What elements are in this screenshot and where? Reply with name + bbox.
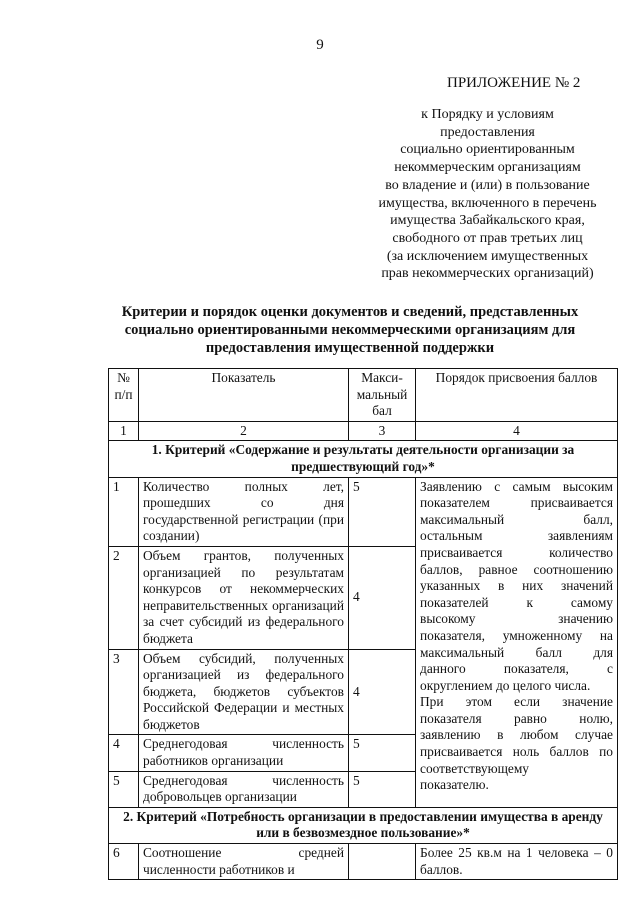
section-1-title: 1. Критерий «Содержание и результаты деятельности организации за предшествующий год»* [109,441,618,477]
appendix-subtitle [350,106,625,283]
subtitle-line: имущества Забайкальского края, [390,213,585,229]
procedure-line: данного показателя, с [420,661,613,677]
procedure-line: максимальный балл, [420,511,613,527]
subtitle-line: некоммерческим организациям [394,160,581,176]
row-number: 5 [109,771,139,807]
row-points [349,844,416,880]
row-indicator: Количество полных лет, прошедших со дня государственной регистрации (при создании) [139,477,349,546]
column-number: 1 [109,421,139,441]
column-number: 2 [139,421,349,441]
section-row [109,807,618,843]
row-number: 1 [109,477,139,546]
procedure-line: соответствующему [420,760,529,776]
procedure-line: показателю. [420,777,489,793]
row-points: 5 [349,735,416,771]
procedure-line: баллов, равное соотношению [420,561,613,577]
row-number: 3 [109,649,139,735]
subtitle-line: (за исключением имущественных [386,248,589,264]
column-number: 4 [416,421,618,441]
header-num: № п/п [109,369,139,422]
procedure-line: показателей к самому [420,594,613,610]
section-row [109,441,618,477]
header-indicator: Показатель [139,369,349,422]
column-number-row [109,421,618,441]
procedure-line: При этом если значение [420,694,613,710]
row-points: 4 [349,649,416,735]
table-row [109,844,618,880]
row-number: 4 [109,735,139,771]
procedure-cell [416,477,618,807]
procedure-line: присваивается ноль баллов по [420,744,613,760]
criteria-table [108,368,618,880]
subtitle-line: свободного от прав третьих лиц [392,230,583,246]
column-number: 3 [349,421,416,441]
procedure-line: остальным заявлениям [420,528,613,544]
document-heading [60,303,640,357]
row-points: 5 [349,477,416,546]
procedure-line: максимальный балл для [420,644,613,660]
procedure-line: показателя, умноженному на [420,627,613,643]
subtitle-line: во владение и (или) в пользование [385,177,590,193]
heading-line: Критерии и порядок оценки документов и сведений, представленных [121,304,579,320]
row-indicator: Объем грантов, полученных организацией по результатам конкурсов от некоммерческих неправительственных организаций за счет субсидий из федерального бюджета [139,546,349,649]
row-points: 5 [349,771,416,807]
row-indicator: Среднегодовая численность добровольцев организации [139,771,349,807]
procedure-line: показателем присваивается [420,495,613,511]
procedure-line: округлением до целого числа. [420,677,591,693]
procedure-line: Заявлению с самым высоким [420,478,613,494]
header-procedure: Порядок присвоения баллов [416,369,618,422]
heading-line: социально ориентированными некоммерческими организациям для [124,322,576,338]
procedure-line: показателя равно нолю, [420,710,613,726]
row-number: 2 [109,546,139,649]
row-indicator: Среднегодовая численность работников организации [139,735,349,771]
appendix-title: ПРИЛОЖЕНИЕ № 2 [447,75,581,91]
subtitle-line: предоставления [440,124,535,140]
subtitle-line: к Порядку и условиям [421,107,554,122]
table-row [109,477,618,546]
header-max-points: Макси-мальный бал [349,369,416,422]
procedure-line: заявлению в любом случае [420,727,613,743]
row-number: 6 [109,844,139,880]
procedure-line: присваивается количество [420,544,613,560]
page-number: 9 [316,37,324,53]
subtitle-line: имущества, включенного в перечень [378,195,597,211]
subtitle-line: прав некоммерческих организаций) [381,266,594,282]
row-indicator: Объем субсидий, полученных организацией из федерального бюджета, бюджетов субъектов Российской Федерации и местных бюджетов [139,649,349,735]
row-points: 4 [349,546,416,649]
procedure-line: указанных в них значений [420,578,613,594]
section-2-title: 2. Критерий «Потребность организации в предоставлении имущества в аренду или в безвозмездное пользование»* [109,807,618,843]
procedure-line: высокому значению [420,611,613,627]
table-header-row [109,369,618,422]
subtitle-line: социально ориентированным [400,142,575,158]
row-indicator: Соотношение средней численности работников и [139,844,349,880]
heading-line: предоставления имущественной поддержки [205,340,495,356]
row-procedure: Более 25 кв.м на 1 человека – 0 баллов. [416,844,618,880]
